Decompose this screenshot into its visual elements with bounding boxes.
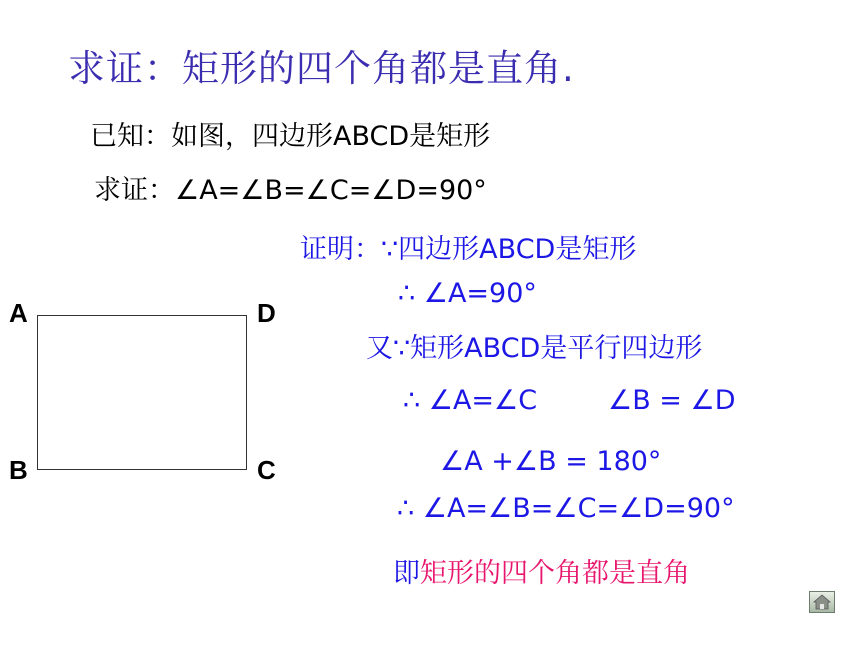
vertex-label-c: C [257, 455, 276, 485]
vertex-label-a: A [9, 298, 28, 328]
vertex-label-b: B [9, 455, 28, 485]
proof-line-2: ∴ ∠A=90° [398, 278, 537, 309]
conclusion-prefix: 即 [393, 558, 420, 589]
conclusion [393, 551, 690, 590]
rectangle-figure [37, 315, 247, 470]
page-title: 求证：矩形的四个角都是直角. [68, 47, 575, 90]
to-prove-statement: 求证：∠A=∠B=∠C=∠D=90° [94, 175, 487, 206]
given-statement: 已知：如图，四边形ABCD是矩形 [90, 121, 491, 152]
home-button[interactable] [809, 591, 835, 613]
proof-line-1: 证明：∵四边形ABCD是矩形 [300, 234, 637, 265]
conclusion-text: 矩形的四个角都是直角 [420, 558, 690, 589]
vertex-label-d: D [257, 298, 276, 328]
proof-line-4b: ∠B = ∠D [608, 385, 736, 416]
proof-line-4a: ∴ ∠A=∠C [403, 385, 538, 416]
proof-line-5: ∠A +∠B = 180° [440, 446, 662, 477]
home-icon [810, 592, 834, 612]
proof-line-3: 又∵矩形ABCD是平行四边形 [366, 333, 703, 364]
proof-line-6: ∴ ∠A=∠B=∠C=∠D=90° [397, 493, 735, 524]
